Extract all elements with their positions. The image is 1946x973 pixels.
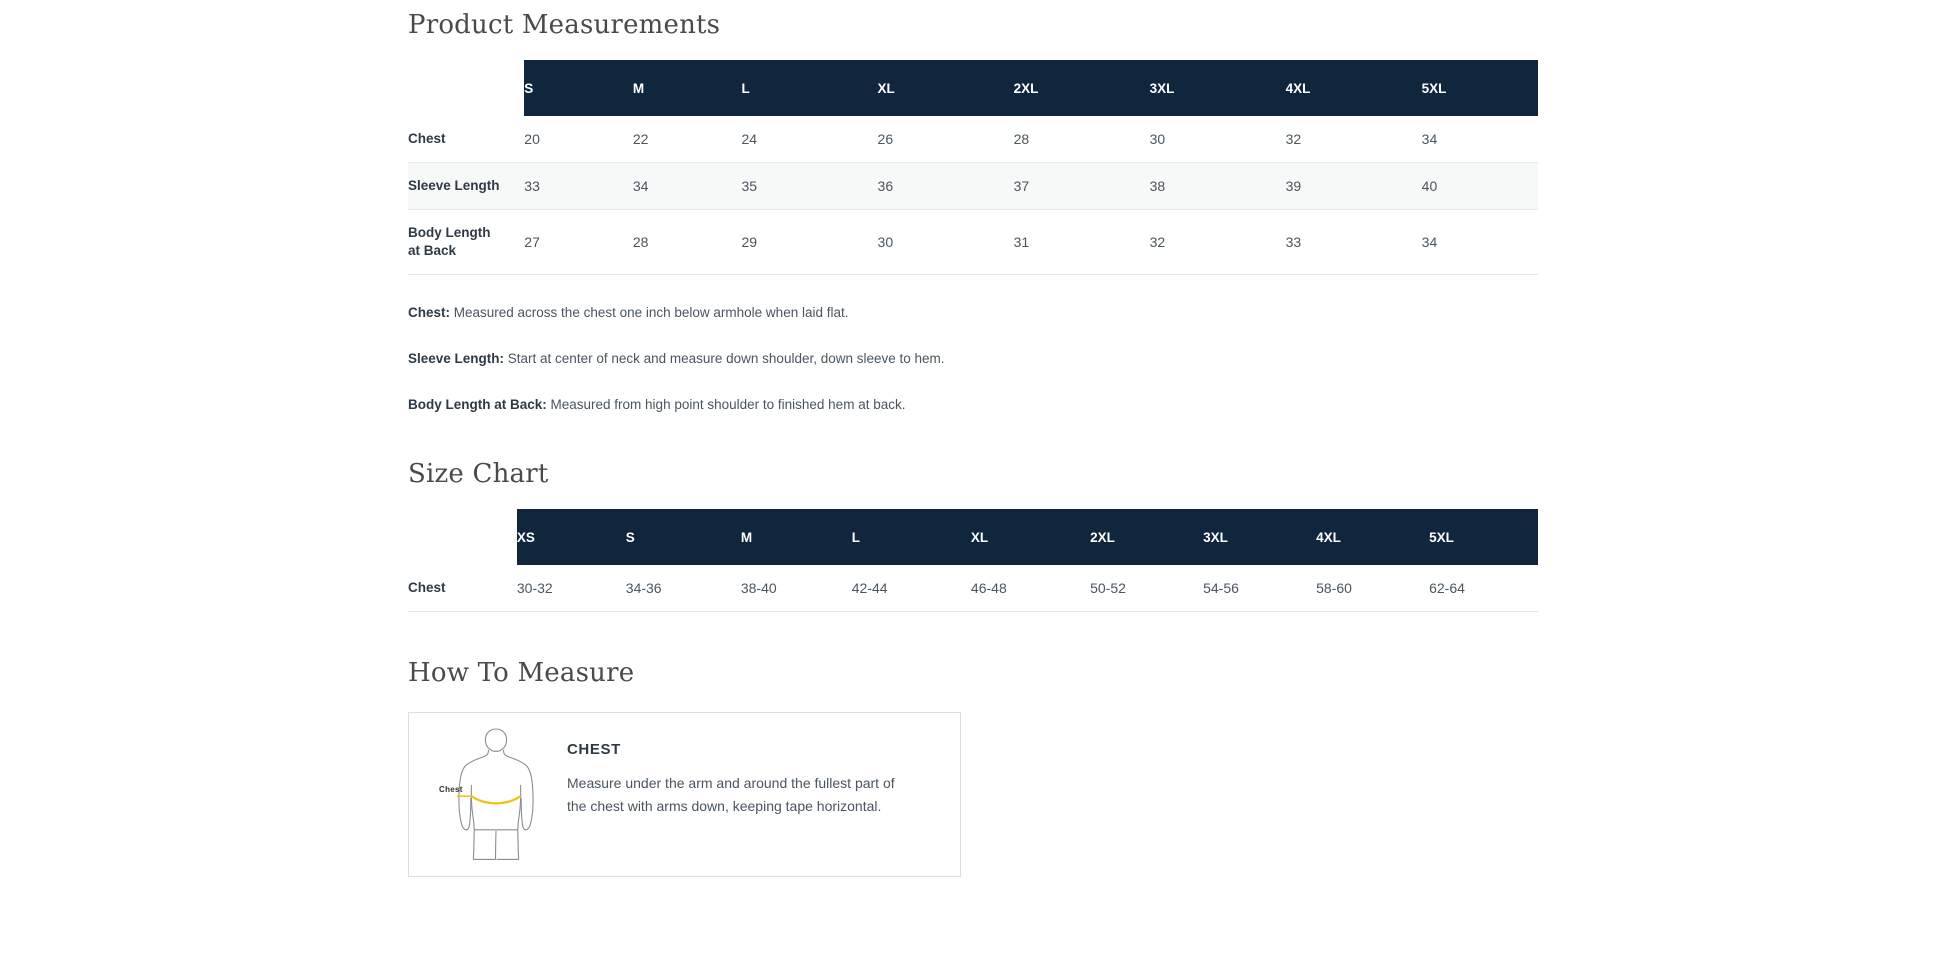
column-header-2xl: 2XL (1090, 509, 1203, 565)
page-title-product-measurements: Product Measurements (408, 10, 721, 40)
cell-body-l: 29 (741, 234, 758, 250)
size-chart-table (408, 509, 1538, 612)
cell-sleeve-s: 33 (524, 178, 540, 194)
table-header-row (408, 60, 1538, 116)
row-label-chest: Chest (408, 131, 446, 146)
row-label-body-length-at-back: Body Length at Back (408, 225, 491, 258)
cell-body-5xl: 34 (1421, 234, 1438, 250)
column-header-s: S (626, 509, 741, 565)
column-header-4xl: 4XL (1316, 509, 1429, 565)
cell-sleeve-xl: 36 (877, 178, 894, 194)
figure-label-chest: Chest (439, 785, 463, 794)
column-header-xl: XL (878, 60, 1014, 116)
column-header-m: M (633, 60, 742, 116)
note-body-length-at-back (408, 395, 1538, 415)
note-text-body-length-at-back: Measured from high point shoulder to finished hem at back. (546, 397, 906, 412)
size-guide-content (408, 0, 1538, 877)
table-header-row (408, 509, 1538, 565)
cell-chest-s: 34-36 (625, 580, 662, 596)
how-to-measure-caption: CHEST (567, 741, 621, 758)
how-to-measure-card-chest (408, 712, 961, 877)
page-title-size-chart: Size Chart (408, 459, 549, 489)
column-header-xl: XL (971, 509, 1090, 565)
product-measurements-table (408, 60, 1538, 275)
cell-chest-xl: 26 (877, 131, 894, 147)
note-sleeve-length (408, 349, 1538, 369)
cell-chest-m: 22 (632, 131, 649, 147)
note-label-sleeve-length: Sleeve Length: (408, 351, 505, 366)
how-to-measure-card-body (559, 713, 943, 876)
table-corner-cell (408, 60, 524, 116)
cell-sleeve-5xl: 40 (1421, 178, 1438, 194)
cell-sleeve-2xl: 37 (1013, 178, 1030, 194)
cell-body-m: 28 (632, 234, 649, 250)
cell-body-2xl: 31 (1013, 234, 1030, 250)
column-header-5xl: 5XL (1422, 60, 1538, 116)
column-header-4xl: 4XL (1286, 60, 1422, 116)
column-header-xs: XS (517, 509, 626, 565)
cell-chest-4xl: 32 (1285, 131, 1302, 147)
column-header-2xl: 2XL (1014, 60, 1150, 116)
size-chart-header (408, 509, 1538, 565)
size-chart-body (408, 565, 1538, 612)
cell-chest-xs: 30-32 (516, 580, 553, 596)
cell-sleeve-l: 35 (741, 178, 758, 194)
cell-chest-xl: 46-48 (970, 580, 1007, 596)
cell-chest-2xl: 50-52 (1090, 580, 1126, 596)
note-chest (408, 303, 1538, 323)
cell-body-s: 27 (524, 234, 540, 250)
cell-chest-4xl: 58-60 (1316, 580, 1352, 596)
cell-chest-3xl: 30 (1149, 131, 1166, 147)
cell-chest-l: 42-44 (851, 580, 888, 596)
note-text-sleeve-length: Start at center of neck and measure down shoulder, down sleeve to hem. (504, 351, 945, 366)
note-text-chest: Measured across the chest one inch below armhole when laid flat. (450, 305, 849, 320)
column-header-l: L (742, 60, 878, 116)
table-row (408, 163, 1538, 210)
table-row (408, 116, 1538, 163)
cell-chest-5xl: 62-64 (1429, 580, 1465, 596)
cell-body-3xl: 32 (1149, 234, 1166, 250)
cell-chest-2xl: 28 (1013, 131, 1030, 147)
cell-chest-m: 38-40 (740, 580, 777, 596)
row-label-sleeve-length: Sleeve Length (408, 178, 500, 193)
column-header-3xl: 3XL (1203, 509, 1316, 565)
cell-sleeve-4xl: 39 (1285, 178, 1302, 194)
page-title-how-to-measure: How To Measure (408, 658, 635, 688)
table-corner-cell (408, 509, 517, 565)
note-label-body-length-at-back: Body Length at Back: (408, 397, 547, 412)
male-torso-chest-measure-icon (409, 713, 559, 876)
column-header-5xl: 5XL (1429, 509, 1538, 565)
cell-chest-5xl: 34 (1421, 131, 1438, 147)
cell-body-xl: 30 (877, 234, 894, 250)
note-label-chest: Chest: (408, 305, 451, 320)
product-measurements-body (408, 116, 1538, 275)
cell-chest-3xl: 54-56 (1203, 580, 1239, 596)
column-header-3xl: 3XL (1150, 60, 1286, 116)
column-header-m: M (741, 509, 852, 565)
cell-chest-s: 20 (524, 131, 540, 147)
cell-sleeve-m: 34 (632, 178, 649, 194)
cell-sleeve-3xl: 38 (1149, 178, 1166, 194)
how-to-measure-description: Measure under the arm and around the fullest part of the chest with arms down, keeping tape horizontal. (567, 775, 895, 814)
cell-chest-l: 24 (741, 131, 758, 147)
table-row (408, 565, 1538, 612)
cell-body-4xl: 33 (1285, 234, 1302, 250)
table-row (408, 210, 1538, 275)
column-header-l: L (852, 509, 971, 565)
row-label-chest: Chest (408, 580, 446, 595)
product-measurements-header (408, 60, 1538, 116)
column-header-s: S (524, 60, 633, 116)
